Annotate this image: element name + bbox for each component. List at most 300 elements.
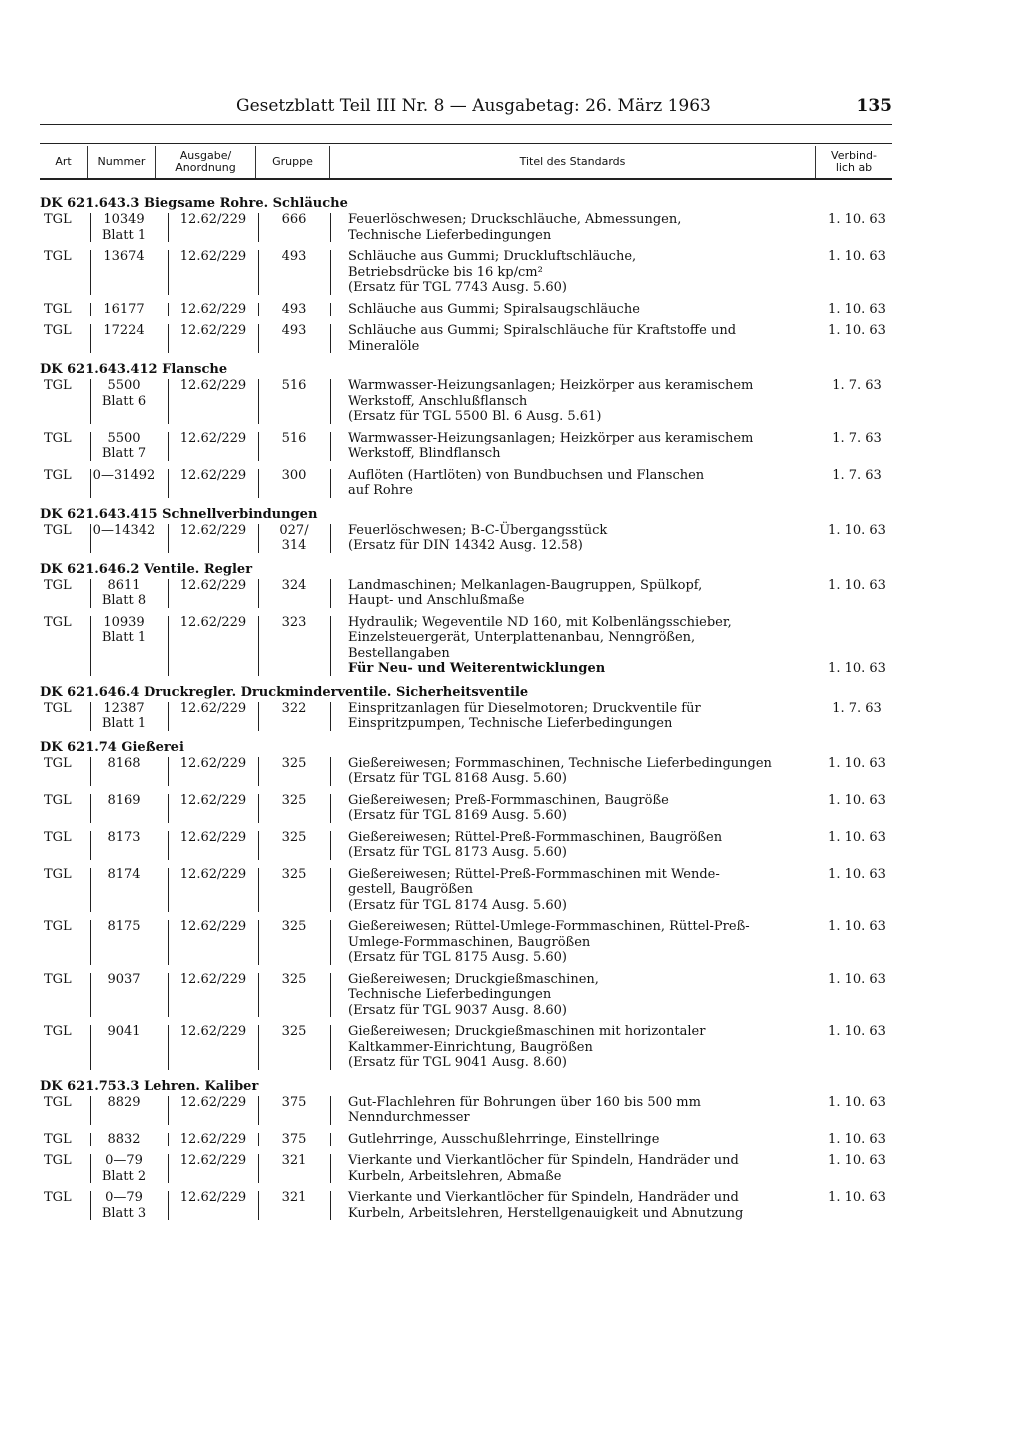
column-divider <box>90 1154 91 1183</box>
table-top-rule <box>40 143 892 144</box>
cell-nummer-blatt: Blatt 7 <box>101 446 147 461</box>
titel-line: Werkstoff, Anschlußflansch <box>348 393 528 409</box>
table-row <box>40 793 892 824</box>
cell-gruppe <box>260 323 328 339</box>
cell-ausgabe: 12.62/229 <box>179 1190 247 1205</box>
cell-titel <box>348 578 820 609</box>
column-divider <box>330 303 331 317</box>
titel-line: Auflöten (Hartlöten) von Bundbuchsen und Flanschen <box>348 467 705 483</box>
column-divider <box>258 250 259 295</box>
cell-verbindlich: 1. 10. 63 <box>828 577 886 593</box>
column-divider <box>330 794 331 823</box>
cell-verbindlich: 1. 10. 63 <box>828 792 886 808</box>
column-header-ausgabe <box>156 146 256 178</box>
cell-gruppe <box>260 972 328 988</box>
cell-art: TGL <box>44 522 72 538</box>
cell-gruppe-value: 321 <box>281 1153 307 1168</box>
cell-verbindlich: 1. 7. 63 <box>832 467 882 483</box>
table-row <box>40 212 892 243</box>
cell-nummer <box>90 249 158 265</box>
column-divider <box>168 1191 169 1220</box>
column-divider <box>90 868 91 913</box>
column-divider <box>168 303 169 317</box>
cell-gruppe-value: 325 <box>281 971 307 987</box>
cell-nummer <box>90 793 158 809</box>
cell-nummer <box>90 756 158 772</box>
column-header-gruppe <box>256 146 330 178</box>
cell-gruppe <box>260 578 328 594</box>
column-divider <box>330 432 331 461</box>
cell-gruppe-value: 666 <box>281 212 307 227</box>
cell-gruppe <box>260 867 328 883</box>
cell-nummer-value: 16177 <box>103 301 145 317</box>
cell-nummer-value: 5500 <box>107 378 141 393</box>
column-divider <box>90 213 91 242</box>
cell-verbindlich: 1. 10. 63 <box>828 212 886 227</box>
cell-verbindlich: 1. 10. 63 <box>828 249 886 264</box>
column-divider <box>168 1133 169 1147</box>
column-divider <box>258 213 259 242</box>
titel-line: Schläuche aus Gummi; Spiralsaugschläuche <box>348 301 640 317</box>
column-divider <box>168 794 169 823</box>
titel-line: Vierkante und Vierkantlöcher für Spindeln, Handräder und <box>348 1190 739 1205</box>
column-divider <box>168 213 169 242</box>
cell-verbindlich: 1. 10. 63 <box>828 866 886 882</box>
column-divider <box>168 868 169 913</box>
cell-nummer-value: 8829 <box>107 1094 141 1110</box>
cell-ausgabe: 12.62/229 <box>179 522 247 538</box>
cell-nummer-value: 9041 <box>107 1024 141 1039</box>
section-title: DK 621.646.2 Ventile. Regler <box>40 561 253 577</box>
cell-nummer-blatt: Blatt 1 <box>101 630 147 645</box>
column-divider <box>90 432 91 461</box>
column-divider <box>258 794 259 823</box>
column-divider <box>168 702 169 731</box>
table-row <box>40 972 892 1019</box>
cell-gruppe-value: 321 <box>281 1190 307 1205</box>
cell-gruppe <box>260 523 328 554</box>
table-row <box>40 468 892 499</box>
column-divider <box>330 469 331 498</box>
column-header-art-label: Art <box>55 155 72 168</box>
cell-verbindlich: 1. 7. 63 <box>832 430 882 446</box>
column-divider <box>330 1096 331 1125</box>
section-title: DK 621.643.412 Flansche <box>40 362 228 377</box>
table-row <box>40 615 892 677</box>
section <box>40 740 892 1071</box>
cell-gruppe-value: 322 <box>281 700 307 716</box>
column-divider <box>90 831 91 860</box>
column-divider <box>330 920 331 965</box>
section-title: DK 621.753.3 Lehren. Kaliber <box>40 1078 259 1094</box>
column-divider <box>168 1154 169 1183</box>
cell-nummer-value: 5500 <box>107 430 141 446</box>
cell-titel <box>348 523 820 554</box>
cell-titel <box>348 323 820 354</box>
column-divider <box>330 868 331 913</box>
titel-line: auf Rohre <box>348 483 413 498</box>
cell-art: TGL <box>44 301 72 317</box>
column-divider <box>330 324 331 353</box>
cell-gruppe <box>260 1132 328 1148</box>
cell-ausgabe: 12.62/229 <box>179 467 247 483</box>
column-divider <box>258 1154 259 1183</box>
titel-line: Einspritzanlagen für Dieselmotoren; Druckventile für <box>348 700 701 716</box>
cell-ausgabe: 12.62/229 <box>179 1153 247 1168</box>
table-row <box>40 249 892 296</box>
column-divider <box>330 379 331 424</box>
section <box>40 507 892 554</box>
cell-art: TGL <box>44 1131 72 1147</box>
cell-gruppe <box>260 615 328 631</box>
column-divider <box>330 1133 331 1147</box>
column-divider <box>90 920 91 965</box>
cell-verbindlich: 1. 10. 63 <box>828 522 886 538</box>
column-header-nummer <box>88 146 156 178</box>
cell-verbindlich: 1. 10. 63 <box>828 323 886 338</box>
cell-art: TGL <box>44 919 72 934</box>
cell-titel <box>348 1095 820 1126</box>
cell-gruppe <box>260 302 328 318</box>
column-divider <box>168 616 169 676</box>
table-row <box>40 323 892 354</box>
cell-gruppe-value: 375 <box>281 1094 307 1110</box>
cell-nummer-value: 0—79 <box>105 1190 143 1205</box>
cell-gruppe-value: 516 <box>281 378 307 393</box>
table-row <box>40 1153 892 1184</box>
section <box>40 1079 892 1222</box>
cell-gruppe-value: 493 <box>281 323 307 338</box>
cell-ausgabe: 12.62/229 <box>179 792 247 808</box>
column-divider <box>258 1133 259 1147</box>
cell-verbindlich: 1. 10. 63 <box>828 829 886 845</box>
cell-ausgabe: 12.62/229 <box>179 378 247 393</box>
cell-ausgabe: 12.62/229 <box>179 755 247 771</box>
page-header <box>40 96 892 124</box>
cell-art: TGL <box>44 1094 72 1110</box>
column-header-verbindlich-label-1: Verbind- <box>831 149 877 162</box>
table-row <box>40 1095 892 1126</box>
column-divider <box>168 920 169 965</box>
titel-line: Landmaschinen; Melkanlagen-Baugruppen, Spülkopf, <box>348 577 703 593</box>
column-divider <box>90 1096 91 1125</box>
cell-gruppe-value: 493 <box>281 249 307 264</box>
titel-line: Einzelsteuergerät, Unterplattenanbau, Nenngrößen, <box>348 630 696 645</box>
cell-gruppe-sub: 314 <box>281 538 307 553</box>
column-divider <box>168 831 169 860</box>
column-divider <box>168 324 169 353</box>
table-header-rule <box>40 178 892 180</box>
cell-nummer <box>90 323 158 339</box>
cell-art: TGL <box>44 430 72 446</box>
column-divider <box>90 303 91 317</box>
titel-line: Umlege-Formmaschinen, Baugrößen <box>348 934 591 950</box>
cell-ausgabe: 12.62/229 <box>179 577 247 593</box>
titel-line: Gießereiwesen; Druckgießmaschinen, <box>348 971 599 987</box>
table-row <box>40 1190 892 1221</box>
column-header-titel <box>330 146 816 178</box>
cell-titel <box>348 701 820 732</box>
cell-nummer <box>90 378 158 409</box>
cell-gruppe-value: 516 <box>281 430 307 446</box>
column-divider <box>168 250 169 295</box>
titel-line: Werkstoff, Blindflansch <box>348 446 501 461</box>
header-rule <box>40 124 892 125</box>
cell-gruppe-value: 325 <box>281 792 307 808</box>
column-header-nummer-label: Nummer <box>97 155 146 168</box>
column-divider <box>90 324 91 353</box>
cell-art: TGL <box>44 614 72 630</box>
cell-nummer-value: 0—14342 <box>92 522 156 538</box>
titel-line: Vierkante und Vierkantlöcher für Spindeln, Handräder und <box>348 1153 739 1168</box>
cell-gruppe-value: 324 <box>281 577 307 593</box>
table-row <box>40 1024 892 1071</box>
column-divider <box>90 616 91 676</box>
column-divider <box>330 702 331 731</box>
cell-art: TGL <box>44 323 72 338</box>
cell-nummer <box>90 701 158 732</box>
titel-line: Gießereiwesen; Druckgießmaschinen mit horizontaler <box>348 1024 706 1039</box>
column-divider <box>258 379 259 424</box>
titel-line: (Ersatz für TGL 8173 Ausg. 5.60) <box>348 845 568 860</box>
cell-ausgabe: 12.62/229 <box>179 829 247 845</box>
column-divider <box>330 831 331 860</box>
titel-line: Bestellangaben <box>348 645 450 661</box>
cell-gruppe-value: 493 <box>281 301 307 317</box>
cell-gruppe <box>260 468 328 484</box>
cell-gruppe <box>260 249 328 265</box>
titel-line: Kaltkammer-Einrichtung, Baugrößen <box>348 1039 593 1055</box>
section <box>40 562 892 677</box>
column-divider <box>258 469 259 498</box>
cell-ausgabe: 12.62/229 <box>179 249 247 264</box>
cell-verbindlich: 1. 10. 63 <box>828 1024 886 1039</box>
cell-titel <box>348 1153 820 1184</box>
column-divider <box>258 616 259 676</box>
cell-verbindlich: 1. 10. 63 <box>828 755 886 771</box>
column-divider <box>330 250 331 295</box>
column-divider <box>90 1025 91 1070</box>
cell-nummer-value: 0—31492 <box>92 467 156 483</box>
cell-gruppe-value: 325 <box>281 1024 307 1039</box>
cell-nummer <box>90 302 158 318</box>
cell-verbindlich: 1. 7. 63 <box>832 700 882 716</box>
cell-art: TGL <box>44 212 72 227</box>
cell-nummer-blatt: Blatt 8 <box>101 593 147 608</box>
cell-verbindlich: 1. 10. 63 <box>828 919 886 934</box>
cell-gruppe-value: 323 <box>281 614 307 630</box>
column-divider <box>258 1096 259 1125</box>
table-row <box>40 378 892 425</box>
cell-nummer-value: 8832 <box>107 1131 141 1147</box>
column-divider <box>330 616 331 676</box>
column-divider <box>168 469 169 498</box>
cell-nummer <box>90 523 158 539</box>
section <box>40 685 892 732</box>
cell-nummer <box>90 1095 158 1111</box>
cell-ausgabe: 12.62/229 <box>179 1094 247 1110</box>
column-divider <box>90 757 91 786</box>
titel-line: Feuerlöschwesen; B-C-Übergangsstück <box>348 522 608 538</box>
standards-table <box>40 196 892 1229</box>
cell-verbindlich: 1. 10. 63 <box>828 1153 886 1168</box>
titel-line: Einspritzpumpen, Technische Lieferbedingungen <box>348 716 673 731</box>
cell-gruppe-value: 027/ <box>279 522 309 538</box>
column-divider <box>258 524 259 553</box>
cell-gruppe <box>260 1095 328 1111</box>
page-number: 135 <box>856 96 892 116</box>
titel-line: Kurbeln, Arbeitslehren, Abmaße <box>348 1168 562 1184</box>
cell-gruppe-value: 325 <box>281 755 307 771</box>
cell-ausgabe: 12.62/229 <box>179 700 247 716</box>
section <box>40 196 892 354</box>
column-divider <box>90 379 91 424</box>
titel-line: Haupt- und Anschlußmaße <box>348 593 525 608</box>
cell-nummer <box>90 1153 158 1184</box>
cell-art: TGL <box>44 1024 72 1039</box>
cell-titel <box>348 431 820 462</box>
column-divider <box>258 831 259 860</box>
cell-nummer <box>90 1024 158 1040</box>
column-divider <box>90 702 91 731</box>
cell-nummer-blatt: Blatt 1 <box>101 227 147 243</box>
cell-art: TGL <box>44 1190 72 1205</box>
column-divider <box>330 524 331 553</box>
cell-titel <box>348 972 820 1019</box>
titel-line: (Ersatz für TGL 9037 Ausg. 8.60) <box>348 1002 568 1018</box>
titel-line: (Ersatz für TGL 5500 Bl. 6 Ausg. 5.61) <box>348 409 602 424</box>
cell-titel <box>348 212 820 243</box>
section-title: DK 621.646.4 Druckregler. Druckminderventile. Sicherheitsventile <box>40 684 529 700</box>
column-divider <box>258 324 259 353</box>
titel-line: Warmwasser-Heizungsanlagen; Heizkörper aus keramischem <box>348 378 754 393</box>
column-divider <box>258 1191 259 1220</box>
cell-nummer <box>90 615 158 646</box>
column-divider <box>258 432 259 461</box>
cell-gruppe <box>260 701 328 717</box>
table-row <box>40 523 892 554</box>
cell-ausgabe: 12.62/229 <box>179 212 247 227</box>
cell-ausgabe: 12.62/229 <box>179 1024 247 1039</box>
titel-line: (Ersatz für TGL 9041 Ausg. 8.60) <box>348 1055 568 1070</box>
titel-line-bold: Für Neu- und Weiterentwicklungen <box>348 661 606 676</box>
cell-nummer <box>90 919 158 935</box>
column-divider <box>168 973 169 1018</box>
cell-art: TGL <box>44 829 72 845</box>
cell-art: TGL <box>44 700 72 716</box>
titel-line: Schläuche aus Gummi; Spiralschläuche für Kraftstoffe und <box>348 323 737 338</box>
titel-line: Gut-Flachlehren für Bohrungen über 160 bis 500 mm <box>348 1094 701 1110</box>
cell-nummer-value: 8169 <box>107 792 141 808</box>
cell-nummer-blatt: Blatt 6 <box>101 393 147 409</box>
cell-nummer-value: 10939 <box>103 614 145 630</box>
titel-line: Gutlehrringe, Ausschußlehrringe, Einstellringe <box>348 1131 660 1147</box>
column-divider <box>330 973 331 1018</box>
cell-nummer-value: 8611 <box>107 577 141 593</box>
titel-line: Feuerlöschwesen; Druckschläuche, Abmessungen, <box>348 212 682 227</box>
table-row <box>40 919 892 966</box>
cell-gruppe <box>260 830 328 846</box>
column-divider <box>90 579 91 608</box>
titel-line: Warmwasser-Heizungsanlagen; Heizkörper aus keramischem <box>348 430 754 446</box>
cell-nummer <box>90 468 158 484</box>
column-divider <box>168 379 169 424</box>
column-header-ausgabe-label-2: Anordnung <box>175 161 236 174</box>
cell-nummer-value: 8174 <box>107 866 141 882</box>
cell-titel <box>348 615 820 677</box>
cell-gruppe <box>260 431 328 447</box>
titel-line: Gießereiwesen; Preß-Formmaschinen, Baugröße <box>348 792 669 808</box>
cell-art: TGL <box>44 971 72 987</box>
cell-nummer <box>90 867 158 883</box>
cell-ausgabe: 12.62/229 <box>179 430 247 446</box>
cell-verbindlich: 1. 10. 63 <box>828 1131 886 1147</box>
cell-titel <box>348 867 820 914</box>
titel-line: Betriebsdrücke bis 16 kp/cm² <box>348 264 543 280</box>
titel-line: (Ersatz für TGL 8169 Ausg. 5.60) <box>348 808 568 823</box>
cell-nummer <box>90 578 158 609</box>
cell-titel <box>348 1132 820 1148</box>
cell-art: TGL <box>44 1153 72 1168</box>
cell-nummer-blatt: Blatt 3 <box>101 1205 147 1221</box>
column-divider <box>90 469 91 498</box>
column-divider <box>330 1154 331 1183</box>
cell-art: TGL <box>44 378 72 393</box>
cell-titel <box>348 1024 820 1071</box>
cell-art: TGL <box>44 249 72 264</box>
cell-gruppe <box>260 919 328 935</box>
cell-gruppe-value: 325 <box>281 866 307 882</box>
cell-nummer-value: 9037 <box>107 971 141 987</box>
cell-art: TGL <box>44 577 72 593</box>
titel-line: gestell, Baugrößen <box>348 882 473 897</box>
cell-titel <box>348 919 820 966</box>
cell-titel <box>348 830 820 861</box>
column-header-art <box>40 146 88 178</box>
titel-line: Gießereiwesen; Rüttel-Umlege-Formmaschinen, Rüttel-Preß- <box>348 919 750 934</box>
section-title: DK 621.643.3 Biegsame Rohre. Schläuche <box>40 196 348 211</box>
table-row <box>40 1132 892 1148</box>
cell-titel <box>348 378 820 425</box>
cell-art: TGL <box>44 866 72 882</box>
table-row <box>40 431 892 462</box>
cell-ausgabe: 12.62/229 <box>179 971 247 987</box>
titel-line: Technische Lieferbedingungen <box>348 227 552 243</box>
cell-nummer-value: 17224 <box>103 323 145 338</box>
column-divider <box>258 757 259 786</box>
cell-gruppe-value: 325 <box>281 829 307 845</box>
table-row <box>40 830 892 861</box>
cell-verbindlich: 1. 10. 63 <box>828 971 886 987</box>
titel-line: Schläuche aus Gummi; Druckluftschläuche, <box>348 249 637 264</box>
cell-ausgabe: 12.62/229 <box>179 323 247 338</box>
cell-gruppe <box>260 793 328 809</box>
cell-nummer-blatt: Blatt 2 <box>101 1168 147 1184</box>
cell-gruppe <box>260 1153 328 1169</box>
column-divider <box>258 920 259 965</box>
cell-nummer-value: 8168 <box>107 755 141 771</box>
section-title: DK 621.74 Gießerei <box>40 739 184 755</box>
column-divider <box>90 794 91 823</box>
column-divider <box>90 1191 91 1220</box>
cell-nummer <box>90 1132 158 1148</box>
column-header-verbindlich <box>816 146 892 178</box>
section-title: DK 621.643.415 Schnellverbindungen <box>40 506 318 522</box>
column-divider <box>168 757 169 786</box>
cell-titel <box>348 756 820 787</box>
titel-line: (Ersatz für TGL 7743 Ausg. 5.60) <box>348 280 568 295</box>
column-divider <box>168 579 169 608</box>
